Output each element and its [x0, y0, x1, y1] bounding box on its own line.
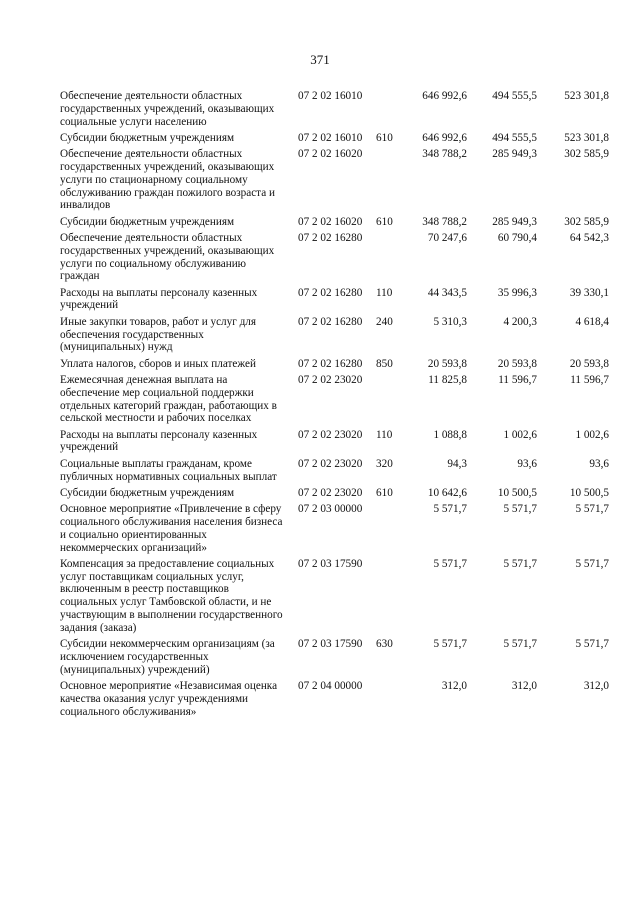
table-row: [0, 316, 640, 354]
row-code: 07 2 02 16010: [298, 131, 363, 144]
row-name: Субсидии бюджетным учреждениям: [60, 131, 235, 144]
table-row: [0, 487, 640, 500]
row-value-2: 4 200,3: [503, 315, 537, 328]
table-row: [0, 558, 640, 635]
table-row: [0, 503, 640, 554]
row-name: Субсидии бюджетным учреждениям: [60, 215, 235, 228]
row-name: Расходы на выплаты персоналу казенных учреждений: [60, 428, 258, 454]
row-name: Иные закупки товаров, работ и услуг для обеспечения государственных (муниципальных) нужд: [60, 315, 257, 354]
table-row: [0, 287, 640, 313]
row-value-1: 70 247,6: [427, 231, 467, 244]
row-code: 07 2 02 16280: [298, 357, 363, 370]
row-name: Обеспечение деятельности областных государственных учреждений, оказывающих услуги по социальному обслуживанию граждан: [60, 231, 275, 283]
row-value-1: 1 088,8: [433, 428, 467, 441]
row-value-3: 10 500,5: [569, 486, 609, 499]
row-value-1: 348 788,2: [422, 148, 467, 161]
row-value-2: 20 593,8: [497, 357, 537, 370]
row-value-3: 4 618,4: [575, 315, 609, 328]
row-code: 07 2 02 16010: [298, 90, 363, 102]
page-number: 371: [310, 52, 330, 67]
row-value-1: 646 992,6: [422, 90, 467, 102]
row-value-2: 10 500,5: [497, 486, 537, 499]
row-value-1: 646 992,6: [422, 131, 467, 144]
table-row: [0, 216, 640, 229]
row-expense-type: 850: [376, 357, 393, 370]
row-value-3: 93,6: [589, 457, 609, 470]
row-name: Ежемесячная денежная выплата на обеспечение мер социальной поддержки отдельных категорий граждан, работающих в сельской местности и рабочих поселках: [60, 373, 277, 425]
row-code: 07 2 02 16280: [298, 286, 363, 299]
row-expense-type: 110: [376, 286, 393, 299]
row-expense-type: 610: [376, 131, 393, 144]
row-value-1: 10 642,6: [427, 486, 467, 499]
row-value-1: 5 571,7: [433, 503, 467, 516]
row-value-3: 39 330,1: [569, 286, 609, 299]
row-value-2: 285 949,3: [492, 215, 537, 228]
row-code: 07 2 02 16280: [298, 315, 363, 328]
table-row: [0, 358, 640, 371]
table-row: [0, 680, 640, 718]
row-value-1: 44 343,5: [427, 286, 467, 299]
row-code: 07 2 02 23020: [298, 428, 363, 441]
row-value-3: 312,0: [583, 679, 609, 692]
table-row: [0, 232, 640, 283]
row-value-3: 64 542,3: [569, 231, 609, 244]
row-value-1: 20 593,8: [427, 357, 467, 370]
table-row: [0, 148, 640, 212]
row-value-3: 5 571,7: [575, 503, 609, 516]
row-expense-type: 610: [376, 215, 393, 228]
row-expense-type: 610: [376, 486, 393, 499]
row-value-2: 5 571,7: [503, 638, 537, 651]
row-code: 07 2 02 16280: [298, 231, 363, 244]
row-name: Обеспечение деятельности областных государственных учреждений, оказывающих социальные услуги населению: [60, 90, 275, 128]
row-expense-type: 110: [376, 428, 393, 441]
table-row: [0, 132, 640, 145]
budget-table: [0, 90, 640, 722]
row-code: 07 2 03 00000: [298, 503, 363, 516]
row-value-1: 5 571,7: [433, 638, 467, 651]
row-value-2: 60 790,4: [497, 231, 537, 244]
row-value-3: 20 593,8: [569, 357, 609, 370]
row-code: 07 2 03 17590: [298, 638, 363, 651]
row-code: 07 2 02 16020: [298, 215, 363, 228]
row-value-2: 5 571,7: [503, 557, 537, 570]
row-value-1: 11 825,8: [428, 373, 467, 386]
row-value-3: 302 585,9: [564, 215, 609, 228]
row-value-3: 11 596,7: [570, 373, 609, 386]
row-name: Уплата налогов, сборов и иных платежей: [60, 357, 256, 370]
row-value-3: 523 301,8: [564, 90, 609, 102]
row-value-3: 1 002,6: [575, 428, 609, 441]
row-value-3: 302 585,9: [564, 148, 609, 161]
row-value-2: 494 555,5: [492, 131, 537, 144]
row-expense-type: 630: [376, 638, 393, 651]
table-row: [0, 638, 640, 676]
row-value-2: 5 571,7: [503, 503, 537, 516]
row-value-2: 11 596,7: [498, 373, 537, 386]
row-value-3: 523 301,8: [564, 131, 609, 144]
row-name: Расходы на выплаты персоналу казенных учреждений: [60, 286, 258, 312]
table-row: [0, 90, 640, 128]
row-name: Основное мероприятие «Независимая оценка качества оказания услуг учреждениями социального обслуживания»: [60, 679, 278, 718]
row-code: 07 2 02 23020: [298, 486, 363, 499]
row-value-1: 5 571,7: [433, 557, 467, 570]
row-value-3: 5 571,7: [575, 638, 609, 651]
row-value-1: 5 310,3: [433, 315, 467, 328]
row-name: Субсидии бюджетным учреждениям: [60, 486, 235, 499]
table-row: [0, 429, 640, 455]
row-value-2: 494 555,5: [492, 90, 537, 102]
row-expense-type: 320: [376, 457, 393, 470]
row-code: 07 2 02 23020: [298, 457, 363, 470]
row-code: 07 2 03 17590: [298, 557, 363, 570]
row-name: Социальные выплаты гражданам, кроме публичных нормативных социальных выплат: [60, 457, 277, 483]
row-code: 07 2 04 00000: [298, 679, 363, 692]
row-name: Обеспечение деятельности областных государственных учреждений, оказывающих услуги по стационарному социальному обслуживанию граждан пожилого возраста и инвалидов: [60, 148, 275, 212]
row-value-1: 94,3: [447, 457, 467, 470]
table-row: [0, 458, 640, 484]
row-value-2: 35 996,3: [497, 286, 537, 299]
row-code: 07 2 02 16020: [298, 148, 363, 161]
row-name: Основное мероприятие «Привлечение в сферу социального обслуживания населения бизнеса и социально ориентированных некоммерческих организаций»: [60, 503, 283, 554]
row-value-2: 312,0: [511, 679, 537, 692]
row-value-1: 312,0: [441, 679, 467, 692]
row-value-2: 1 002,6: [503, 428, 537, 441]
row-value-2: 285 949,3: [492, 148, 537, 161]
table-row: [0, 374, 640, 425]
row-value-3: 5 571,7: [575, 557, 609, 570]
row-value-2: 93,6: [517, 457, 537, 470]
row-code: 07 2 02 23020: [298, 373, 363, 386]
row-name: Субсидии некоммерческим организациям (за исключением государственных (муниципальных) учреждений): [60, 638, 275, 676]
row-value-1: 348 788,2: [422, 215, 467, 228]
row-expense-type: 240: [376, 315, 393, 328]
row-name: Компенсация за предоставление социальных услуг поставщикам социальных услуг, включенным в реестр поставщиков социальных услуг Тамбовской области, и не участвующим в выполнении государственного задания (заказа): [60, 557, 283, 634]
